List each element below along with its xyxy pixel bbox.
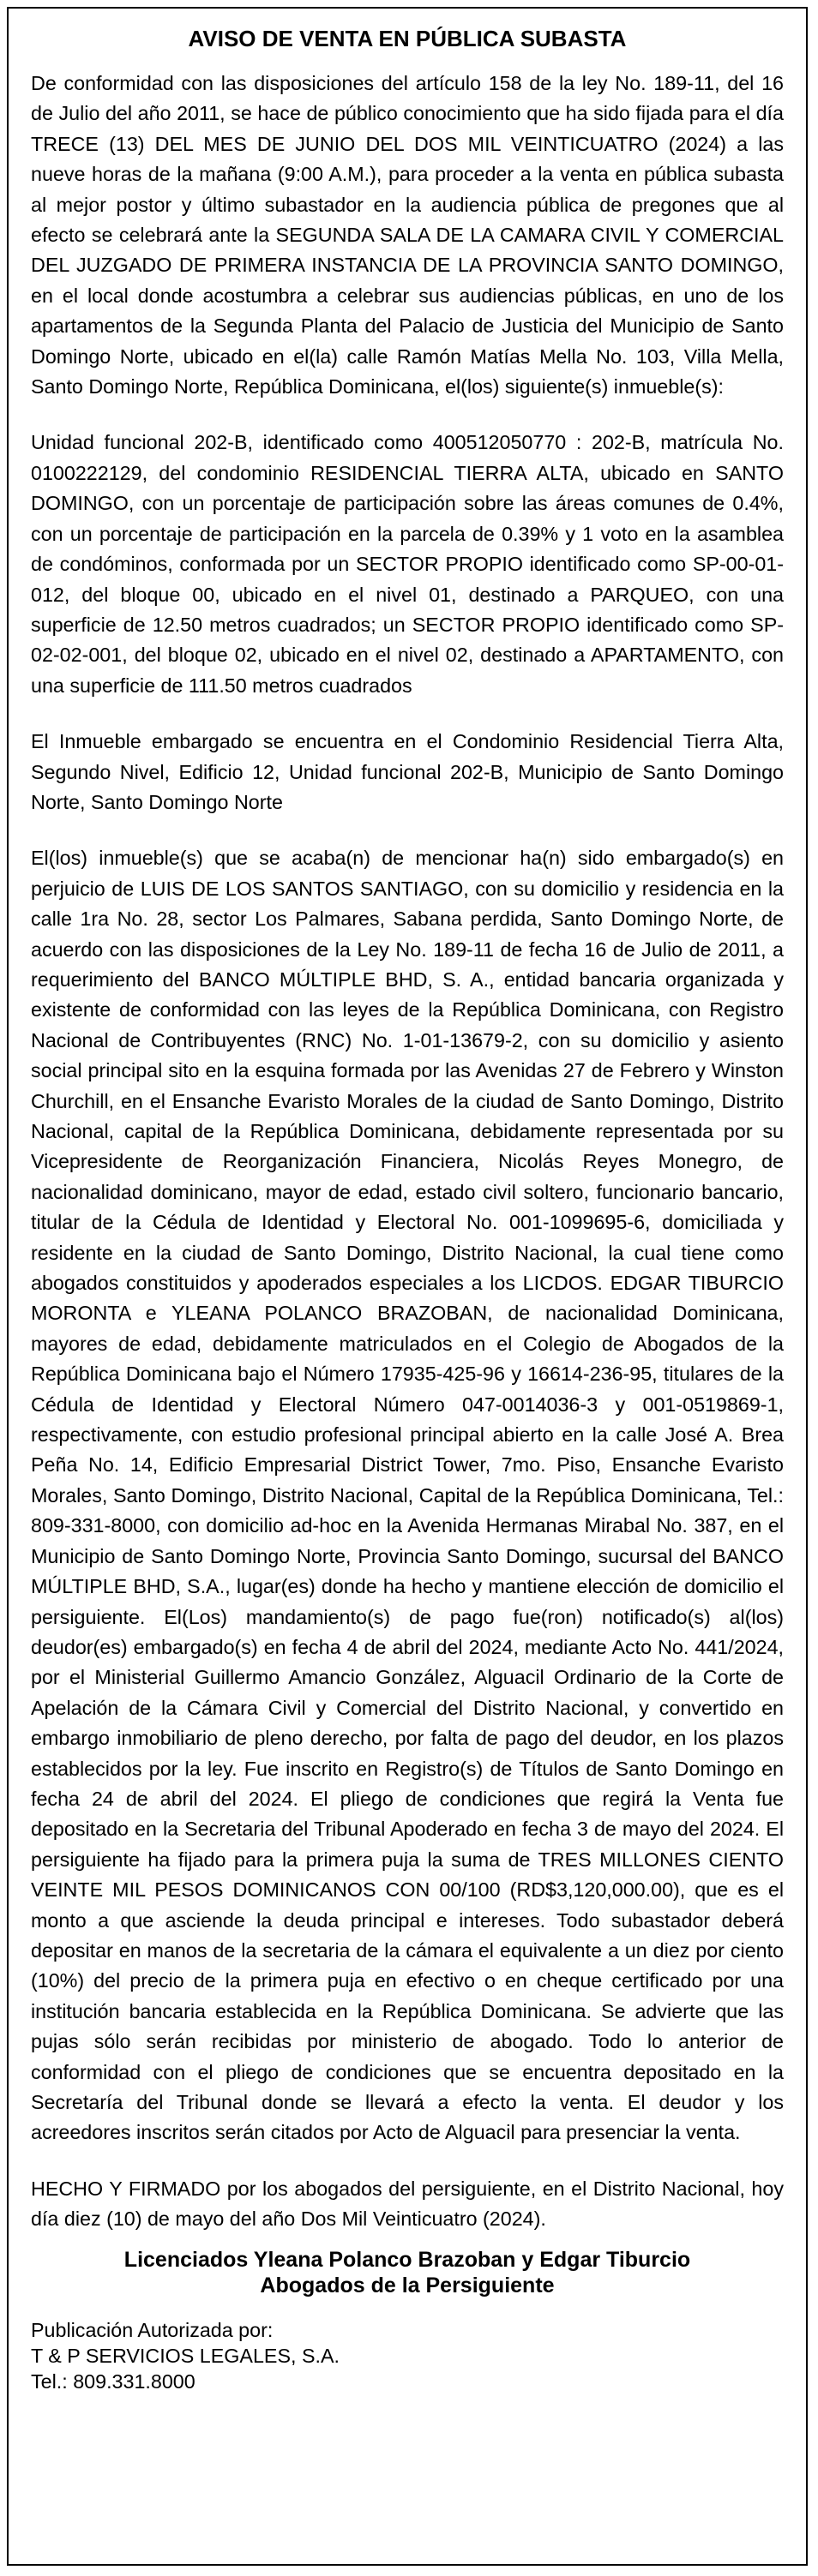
paragraph-gap	[31, 701, 784, 727]
signers-block	[31, 2247, 784, 2298]
footer-company: T & P SERVICIOS LEGALES, S.A.	[31, 2344, 340, 2367]
notice-title: AVISO DE VENTA EN PÚBLICA SUBASTA	[188, 26, 627, 51]
seizure-details-paragraph: El(los) inmueble(s) que se acaba(n) de mencionar ha(n) sido embargado(s) en perjuicio de LUIS DE LOS SANTOS SANTIAGO, con su domicilio y residencia en la calle 1ra No. 28, sector Los Palmares, Sabana perdida, Santo Domingo Norte, de acuerdo con las disposiciones de la Ley No. 189-11 de fecha 16 de Julio de 2011, a requerimiento del BANCO MÚLTIPLE BHD, S. A., entidad bancaria organizada y existente de conformidad con las leyes de la República Dominicana, con Registro Nacional de Contribuyentes (RNC) No. 1-01-13679-2, con su domicilio y asiento social principal sito en la esquina formada por las Avenidas 27 de Febrero y Winston Churchill, en el Ensanche Evaristo Morales de la ciudad de Santo Domingo, Distrito Nacional, capital de la República Dominicana, debidamente representada por su Vicepresidente de Reorganización Financiera, Nicolás Reyes Monegro, de nacionalidad dominicano, mayor de edad, estado civil soltero, funcionario bancario, titular de la Cédula de Identidad y Electoral No. 001-1099695-6, domiciliada y residente en la ciudad de Santo Domingo, Distrito Nacional, la cual tiene como abogados constituidos y apoderados especiales a los LICDOS. EDGAR TIBURCIO MORONTA e YLEANA POLANCO BRAZOBAN, de nacionalidad Dominicana, mayores de edad, debidamente matriculados en el Colegio de Abogados de la República Dominicana bajo el Número 17935-425-96 y 16614-236-95, titulares de la Cédula de Identidad y Electoral Número 047-0014036-3 y 001-0519869-1, respectivamente, con estudio profesional principal abierto en la calle José A. Brea Peña No. 14, Edificio Empresarial District Tower, 7mo. Piso, Ensanche Evaristo Morales, Santo Domingo, Distrito Nacional, Capital de la República Dominicana, Tel.: 809-331-8000, con domicilio ad-hoc en la Avenida Hermanas Mirabal No. 387, en el Municipio de Santo Domingo Norte, Provincia Santo Domingo, sucursal del BANCO MÚLTIPLE BHD, S.A., lugar(es) donde ha hecho y mantiene elección de domicilio el persiguiente. El(Los) mandamiento(s) de pago fue(ron) notificado(s) al(los) deudor(es) embargado(s) en fecha 4 de abril del 2024, mediante Acto No. 441/2024, por el Ministerial Guillermo Amancio González, Alguacil Ordinario de la Corte de Apelación de la Cámara Civil y Comercial del Distrito Nacional, y convertido en embargo inmobiliario de pleno derecho, por falta de pago del deudor, en los plazos establecidos por la ley. Fue inscrito en Registro(s) de Títulos de Santo Domingo en fecha 24 de abril del 2024. El pliego de condiciones que regirá la Venta fue depositado en la Secretaria del Tribunal Apoderado en fecha 3 de mayo del 2024. El persiguiente ha fijado para la primera puja la suma de TRES MILLONES CIENTO VEINTE MIL PESOS DOMINICANOS CON 00/100 (RD$3,120,000.00), que es el monto a que asciende la deuda principal e intereses. Todo subastador deberá depositar en manos de la secretaria de la cámara el equivalente a un diez por ciento (10%) del precio de la primera puja en efectivo o en cheque certificado por una institución bancaria establecida en la República Dominicana. Se advierte que las pujas sólo serán recibidas por ministerio de abogado. Todo lo anterior de conformidad con el pliego de condiciones que se encuentra depositado en la Secretaría del Tribunal donde se llevará a efecto la venta. El deudor y los acreedores inscritos serán citados por Acto de Alguacil para presenciar la venta.	[31, 847, 784, 2144]
footer-phone: Tel.: 809.331.8000	[31, 2369, 195, 2393]
paragraph-gap	[31, 402, 784, 428]
paragraph-gap	[31, 818, 784, 843]
property-description-paragraph: Unidad funcional 202-B, identificado como 400512050770 : 202-B, matrícula No. 0100222129, del condominio RESIDENCIAL TIERRA ALTA, ubicado en SANTO DOMINGO, con un porcentaje de participación sobre las áreas comunes de 0.4%, con un porcentaje de participación en la parcela de 0.39% y 1 voto en la asamblea de condóminos, conformada por un SECTOR PROPIO identificado como SP-00-01-012, del bloque 00, ubicado en el nivel 01, destinado a PARQUEO, con una superficie de 12.50 metros cuadrados; un SECTOR PROPIO identificado como SP-02-02-001, del bloque 02, ubicado en el nivel 02, destinado a APARTAMENTO, con una superficie de 111.50 metros cuadrados	[31, 431, 784, 697]
intro-paragraph: De conformidad con las disposiciones del artículo 158 de la ley No. 189-11, del 16 de Julio del año 2011, se hace de público conocimiento que ha sido fijada para el día TRECE (13) DEL MES DE JUNIO DEL DOS MIL VEINTICUATRO (2024) a las nueve horas de la mañana (9:00 A.M.), para proceder a la venta en pública subasta al mejor postor y último subastador en la audiencia pública de pregones que al efecto se celebrará ante la SEGUNDA SALA DE LA CAMARA CIVIL Y COMERCIAL DEL JUZGADO DE PRIMERA INSTANCIA DE LA PROVINCIA SANTO DOMINGO, en el local donde acostumbra a celebrar sus audiencias públicas, en uno de los apartamentos de la Segunda Planta del Palacio de Justicia del Municipio de Santo Domingo Norte, ubicado en el(la) calle Ramón Matías Mella No. 103, Villa Mella, Santo Domingo Norte, República Dominicana, el(los) siguiente(s) inmueble(s):	[31, 72, 784, 398]
signers-names: Licenciados Yleana Polanco Brazoban y Edgar Tiburcio	[123, 2247, 691, 2272]
auction-notice	[7, 7, 808, 2566]
signed-paragraph: HECHO Y FIRMADO por los abogados del persiguiente, en el Distrito Nacional, hoy día diez (10) de mayo del año Dos Mil Veinticuatro (2024).	[31, 2177, 784, 2231]
publication-footer	[31, 2317, 784, 2394]
signers-role: Abogados de la Persiguiente	[260, 2273, 555, 2297]
paragraph-gap	[31, 2148, 784, 2174]
footer-authorized-label: Publicación Autorizada por:	[31, 2318, 274, 2341]
property-location-paragraph: El Inmueble embargado se encuentra en el Condominio Residencial Tierra Alta, Segundo Nivel, Edificio 12, Unidad funcional 202-B, Municipio de Santo Domingo Norte, Santo Domingo Norte	[31, 730, 784, 813]
